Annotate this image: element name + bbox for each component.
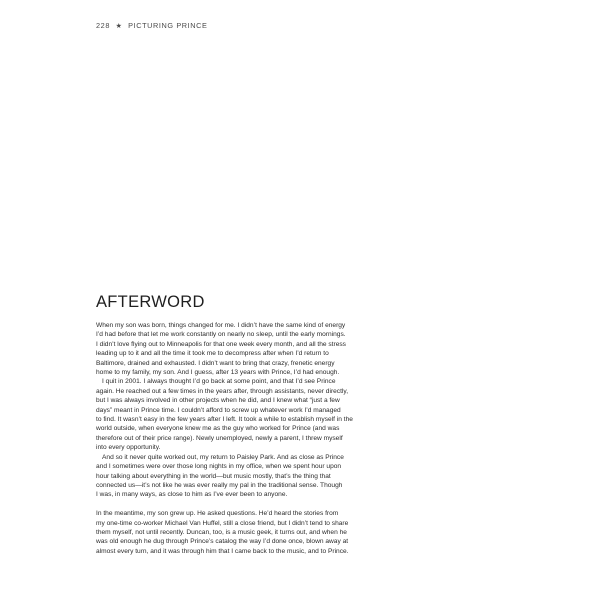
text-line: Baltimore, drained and exhausted. I didn’t want to bring that crazy, frenetic energy <box>96 359 335 367</box>
text-line: home to my family, my son. And I guess, after 13 years with Prince, I’d had enough. <box>96 369 340 377</box>
text-line: my one-time co-worker Michael Van Huffel, still a close friend, but I didn’t tend to share <box>96 519 349 527</box>
text-line: leading up to it and all the time it took me to decompress after when I’d return to <box>96 350 329 358</box>
text-line: to find. It wasn’t easy in the few years after I left. It took a while to establish myself in the <box>96 416 353 424</box>
paragraph <box>96 377 371 452</box>
text-line: And so it never quite worked out, my return to Paisley Park. And as close as Prince <box>102 453 344 461</box>
text-line: but I was always involved in other projects when he did, and I knew what “just a few <box>96 397 340 405</box>
text-line: and I sometimes were over those long nights in my office, when we spent hour upon <box>96 463 342 471</box>
paragraph <box>96 321 371 377</box>
text-line: When my son was born, things changed for me. I didn’t have the same kind of energy <box>96 322 346 329</box>
text-line: days” meant in Prince time. I couldn’t afford to screw up whatever work I’d managed <box>96 406 341 414</box>
text-line: world outside, when everyone knew me as the guy who worked for Prince (and was <box>96 425 340 433</box>
text-line: I was, in many ways, as close to him as I’ve ever been to anyone. <box>96 491 288 499</box>
running-title: PICTURING PRINCE <box>128 21 208 30</box>
body-text <box>96 321 371 556</box>
text-line: I quit in 2001. I always thought I’d go back at some point, and that I’d see Prince <box>102 378 336 386</box>
text-line: I’d had before that let me work constantly on nearly no sleep, until the early mornings. <box>96 331 346 339</box>
page-number: 228 <box>96 21 110 30</box>
text-line: hour talking about everything in the world—but music mostly, that’s the thing that <box>96 472 331 480</box>
text-line: into every opportunity. <box>96 444 161 452</box>
text-line: In the meantime, my son grew up. He asked questions. He’d heard the stories from <box>96 510 339 518</box>
text-line: I didn’t love flying out to Minneapolis for that one week every month, and all the stress <box>96 340 346 348</box>
text-line: therefore out of their price range). Newly unemployed, newly a parent, I threw myself <box>96 434 343 442</box>
text-line: was old enough he dug through Prince’s catalog the way I’d done once, blown away at <box>96 538 349 546</box>
chapter-title: AFTERWORD <box>96 293 205 311</box>
text-line: connected us—it’s not like he was ever really my pal in the traditional sense. Though <box>96 481 343 489</box>
text-line: almost every turn, and it was through him that I came back to the music, and to Prince. <box>96 547 349 555</box>
section-break <box>96 500 371 509</box>
running-header <box>96 21 208 30</box>
text-line: them myself, not until recently. Duncan, too, is a music geek, it turns out, and when he <box>96 528 347 536</box>
paragraph <box>96 453 371 500</box>
paragraph <box>96 509 371 556</box>
star-separator-icon: ★ <box>115 23 123 30</box>
text-line: again. He reached out a few times in the years after, through assistants, never directly, <box>96 387 349 395</box>
